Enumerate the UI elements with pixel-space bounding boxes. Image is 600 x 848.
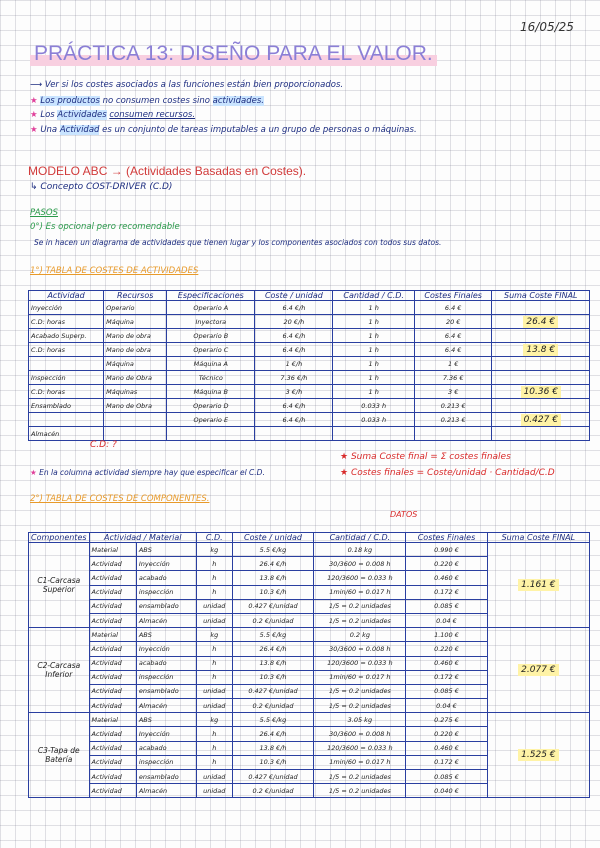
cell-cf: 0.275 €	[406, 713, 487, 727]
cell-esp	[167, 427, 255, 441]
activity-cost-table	[28, 290, 590, 441]
cell-cant: 0.033 h	[333, 399, 414, 413]
header-cell: Cantidad / C.D.	[333, 291, 414, 301]
cell-cd: h	[197, 670, 233, 684]
cell-cant: 1/5 = 0.2 unidades	[314, 613, 406, 627]
cell-t: Actividad	[89, 599, 136, 613]
cell-d: ABS	[136, 628, 196, 642]
cell-cant: 1min/60 = 0.017 h	[314, 670, 406, 684]
cell-cf: 0.172 €	[406, 670, 487, 684]
cell-cf: 0.04 €	[406, 699, 487, 713]
cell-cant: 1min/60 = 0.017 h	[314, 585, 406, 599]
cell-esp: Operario B	[167, 329, 255, 343]
cell-cant: 1 h	[333, 343, 414, 357]
cell-cu: 3 €/h	[255, 385, 333, 399]
cell-cu: 6.4 €/h	[255, 301, 333, 315]
cell-cd: h	[197, 557, 233, 571]
cell-sum	[492, 343, 590, 357]
datos-label: DATOS	[390, 510, 418, 519]
star-icon: ★	[340, 452, 351, 462]
cell-cant: 0.18 kg	[314, 543, 406, 557]
cell-rec: Máquina	[104, 357, 167, 371]
cell-cant: 3.05 kg	[314, 713, 406, 727]
abc-heading-text: MODELO ABC	[28, 164, 108, 178]
cell-cant: 1 h	[333, 315, 414, 329]
cell-t: Actividad	[89, 741, 136, 755]
hook-arrow-icon: ↳	[30, 182, 41, 192]
cell-cf: 0.220 €	[406, 727, 487, 741]
table1-heading: 1°) TABLA DE COSTES DE ACTIVIDADES	[30, 266, 199, 276]
cell-act: Almacén	[29, 427, 104, 441]
cell-d: ensamblado	[136, 770, 196, 784]
table-row	[29, 413, 590, 427]
cell-d: ensamblado	[136, 599, 196, 613]
cell-cu: 5.5 €/kg	[232, 543, 314, 557]
sum-value: 26.4 €	[523, 316, 558, 328]
sum-value: 1.525 €	[518, 749, 558, 761]
cell-cd: unidad	[197, 684, 233, 698]
cell-cu: 13.8 €/h	[232, 741, 314, 755]
cell-cf: 0.460 €	[406, 571, 487, 585]
table-row	[29, 399, 590, 413]
intro-3c: consumen recursos.	[109, 110, 196, 120]
cell-cf	[414, 427, 492, 441]
concept-line	[30, 182, 172, 192]
cell-sum	[492, 357, 590, 371]
intro-line-3	[30, 110, 195, 120]
cell-cu: 0.427 €/unidad	[232, 770, 314, 784]
cell-d: acabado	[136, 656, 196, 670]
cell-act: C.D: horas	[29, 343, 104, 357]
concept-text: Concepto COST-DRIVER (C.D)	[40, 182, 173, 192]
cell-act: Inyección	[29, 301, 104, 315]
cell-cant: 30/3600 = 0.008 h	[314, 557, 406, 571]
table-row	[29, 427, 590, 441]
cell-t: Actividad	[89, 670, 136, 684]
cell-sum	[492, 315, 590, 329]
cell-esp: Operario C	[167, 343, 255, 357]
date: 16/05/25	[520, 20, 574, 34]
header-cell: Actividad	[29, 291, 104, 301]
cell-cant: 1 h	[333, 385, 414, 399]
cell-cu: 26.4 €/h	[232, 727, 314, 741]
cell-esp: Operario A	[167, 301, 255, 315]
header-cell: Recursos	[104, 291, 167, 301]
cell-cf: 0.040 €	[406, 784, 487, 798]
cell-rec	[104, 413, 167, 427]
arrow-icon: →	[110, 164, 123, 178]
cell-cf: 7.36 €	[414, 371, 492, 385]
cell-act: C.D: horas	[29, 385, 104, 399]
cell-cant: 1/5 = 0.2 unidades	[314, 599, 406, 613]
cell-cd: h	[197, 585, 233, 599]
component-name: C3-Tapa de Batería	[29, 713, 90, 798]
intro-2b: no consumen costes sino	[102, 96, 210, 106]
star-icon: ★	[30, 96, 41, 106]
cell-cf: 20 €	[414, 315, 492, 329]
group-sum-cell	[487, 543, 589, 628]
cell-act: Ensamblado	[29, 399, 104, 413]
cell-cu: 0.2 €/unidad	[232, 784, 314, 798]
cell-cu: 0.2 €/unidad	[232, 699, 314, 713]
cell-t: Actividad	[89, 613, 136, 627]
cell-cf: 0.085 €	[406, 599, 487, 613]
cell-cu: 13.8 €/h	[232, 656, 314, 670]
step-0: 0°) Es opcional pero recomendable	[30, 222, 180, 232]
cell-cant: 1/5 = 0.2 unidades	[314, 770, 406, 784]
cell-cd: unidad	[197, 599, 233, 613]
cell-cf: 6.4 €	[414, 329, 492, 343]
cell-cd: unidad	[197, 699, 233, 713]
cell-d: ABS	[136, 713, 196, 727]
table-row	[29, 628, 590, 642]
cell-sum	[492, 427, 590, 441]
header-cell: Suma Coste FINAL	[492, 291, 590, 301]
cell-cant: 0.2 kg	[314, 628, 406, 642]
cell-cd: h	[197, 642, 233, 656]
star-icon: ★	[30, 110, 41, 120]
group-sum-cell	[487, 713, 589, 798]
cell-cu: 0.427 €/unidad	[232, 684, 314, 698]
cell-cd: h	[197, 755, 233, 769]
intro-2c: actividades.	[212, 96, 264, 106]
cell-sum	[492, 385, 590, 399]
cell-act: C.D: horas	[29, 315, 104, 329]
cell-d: Almacén	[136, 699, 196, 713]
table-row	[29, 357, 590, 371]
step-0-desc: Se in hacen un diagrama de actividades que tienen lugar y los componentes asociados con todos sus datos.	[34, 238, 442, 247]
cell-rec: Mano de Obra	[104, 371, 167, 385]
header-cell: Coste / unidad	[232, 533, 314, 543]
cell-esp: Inyectora	[167, 315, 255, 329]
cell-cant: 120/3600 = 0.033 h	[314, 656, 406, 670]
cell-cu: 13.8 €/h	[232, 571, 314, 585]
intro-4a: Una	[40, 125, 58, 135]
table-row	[29, 343, 590, 357]
cell-d: Almacén	[136, 784, 196, 798]
cell-t: Actividad	[89, 642, 136, 656]
header-cell: Componentes	[29, 533, 90, 543]
intro-text-1: Ver si los costes asociados a las funciones están bien proporcionados.	[44, 80, 344, 90]
table-header-row	[29, 533, 590, 543]
cell-cant: 1 h	[333, 301, 414, 315]
cell-cant: 1 h	[333, 329, 414, 343]
cell-cu: 1 €/h	[255, 357, 333, 371]
cell-esp: Máquina A	[167, 357, 255, 371]
pasos-label: PASOS	[30, 208, 58, 218]
sum-value: 13.8 €	[523, 344, 558, 356]
cell-cant: 1 h	[333, 357, 414, 371]
header-cell: Suma Coste FINAL	[487, 533, 589, 543]
header-cell: Actividad / Material	[89, 533, 196, 543]
table-row	[29, 329, 590, 343]
group-sum-cell	[487, 628, 589, 713]
cell-sum	[492, 371, 590, 385]
table-row	[29, 315, 590, 329]
cell-cant: 1min/60 = 0.017 h	[314, 755, 406, 769]
cell-cu: 5.5 €/kg	[232, 713, 314, 727]
component-cost-table	[28, 532, 590, 798]
table1-note-text: En la columna actividad siempre hay que especificar el C.D.	[39, 468, 265, 477]
cell-cu: 6.4 €/h	[255, 343, 333, 357]
cell-cf: 0.085 €	[406, 684, 487, 698]
abc-heading-paren: (Actividades Basadas en Costes).	[126, 164, 307, 178]
cell-t: Actividad	[89, 656, 136, 670]
cell-d: acabado	[136, 571, 196, 585]
cell-t: Actividad	[89, 770, 136, 784]
cell-cu: 0.427 €/unidad	[232, 599, 314, 613]
table2-heading: 2°) TABLA DE COSTES DE COMPONENTES.	[30, 494, 210, 504]
cell-cf: 0.213 €	[414, 399, 492, 413]
table-row	[29, 713, 590, 727]
cell-cd: h	[197, 727, 233, 741]
table-row	[29, 385, 590, 399]
cell-cd: h	[197, 656, 233, 670]
sum-value: 1.161 €	[518, 579, 558, 591]
cell-d: Inyección	[136, 727, 196, 741]
intro-3b: Actividades	[57, 110, 107, 120]
table1-note	[30, 468, 265, 477]
arrow-icon: ⟶	[30, 80, 45, 90]
cell-cu: 10.3 €/h	[232, 755, 314, 769]
cell-cant: 1/5 = 0.2 unidades	[314, 784, 406, 798]
cell-rec: Mano de obra	[104, 329, 167, 343]
sum-value: 10.36 €	[521, 386, 561, 398]
cell-esp: Operario E	[167, 413, 255, 427]
header-cell: Especificaciones	[167, 291, 255, 301]
cell-cf: 0.220 €	[406, 642, 487, 656]
cell-t: Material	[89, 628, 136, 642]
cell-cf: 0.172 €	[406, 755, 487, 769]
cell-cf: 3 €	[414, 385, 492, 399]
formula-2-text: Costes finales = Coste/unidad · Cantidad/C.D	[350, 468, 555, 478]
intro-4c: es un conjunto de tareas imputables a un grupo de personas o máquinas.	[102, 125, 417, 135]
cell-cd: h	[197, 571, 233, 585]
cell-cd: unidad	[197, 613, 233, 627]
cell-t: Material	[89, 543, 136, 557]
cell-t: Actividad	[89, 684, 136, 698]
cell-d: Inyección	[136, 642, 196, 656]
page-title: PRÁCTICA 13: DISEÑO PARA EL VALOR.	[30, 42, 437, 66]
cell-sum	[492, 413, 590, 427]
cell-rec: Máquina	[104, 315, 167, 329]
header-cell: Costes Finales	[414, 291, 492, 301]
cell-act: Inspección	[29, 371, 104, 385]
cell-cant: 30/3600 = 0.008 h	[314, 727, 406, 741]
cell-cant: 1/5 = 0.2 unidades	[314, 699, 406, 713]
formula-1-text: Suma Coste final = Σ costes finales	[350, 452, 511, 462]
cell-sum	[492, 399, 590, 413]
sum-value: 2.077 €	[518, 664, 558, 676]
cell-esp: Técnico	[167, 371, 255, 385]
cell-cu: 5.5 €/kg	[232, 628, 314, 642]
cell-d: acabado	[136, 741, 196, 755]
cell-cu: 6.4 €/h	[255, 329, 333, 343]
cell-cf: 6.4 €	[414, 301, 492, 315]
header-cell: Coste / unidad	[255, 291, 333, 301]
cell-t: Actividad	[89, 585, 136, 599]
cell-act	[29, 357, 104, 371]
cell-rec: Máquinas	[104, 385, 167, 399]
cell-cf: 0.460 €	[406, 656, 487, 670]
cell-d: ensamblado	[136, 684, 196, 698]
cell-esp: Máquina B	[167, 385, 255, 399]
cell-cu: 0.2 €/unidad	[232, 613, 314, 627]
cell-cu: 26.4 €/h	[232, 642, 314, 656]
cell-cd: kg	[197, 628, 233, 642]
cell-sum	[492, 329, 590, 343]
cell-cu: 10.3 €/h	[232, 585, 314, 599]
cell-cu	[255, 427, 333, 441]
cell-cf: 0.172 €	[406, 585, 487, 599]
cell-rec: Mano de obra	[104, 343, 167, 357]
cell-cf: 1.100 €	[406, 628, 487, 642]
cell-cu: 6.4 €/h	[255, 413, 333, 427]
header-cell: Cantidad / C.D.	[314, 533, 406, 543]
cell-cant: 1 h	[333, 371, 414, 385]
cell-esp: Operario D	[167, 399, 255, 413]
cell-cd: h	[197, 741, 233, 755]
table-row	[29, 301, 590, 315]
star-icon: ★	[340, 468, 351, 478]
cell-cf: 0.04 €	[406, 613, 487, 627]
formula-1	[340, 452, 511, 462]
cell-cf: 6.4 €	[414, 343, 492, 357]
cell-cu: 26.4 €/h	[232, 557, 314, 571]
cell-cant: 120/3600 = 0.033 h	[314, 571, 406, 585]
cell-d: inspección	[136, 670, 196, 684]
cell-cd: kg	[197, 543, 233, 557]
cell-d: Inyección	[136, 557, 196, 571]
cell-t: Actividad	[89, 571, 136, 585]
cell-t: Material	[89, 713, 136, 727]
cell-cf: 0.460 €	[406, 741, 487, 755]
cell-cu: 20 €/h	[255, 315, 333, 329]
cell-cd: kg	[197, 713, 233, 727]
cell-cf: 1 €	[414, 357, 492, 371]
cell-cant: 30/3600 = 0.008 h	[314, 642, 406, 656]
table-header-row	[29, 291, 590, 301]
cell-sum	[492, 301, 590, 315]
cell-cd: unidad	[197, 784, 233, 798]
intro-line-2	[30, 96, 264, 106]
table-row	[29, 543, 590, 557]
cell-t: Actividad	[89, 699, 136, 713]
table-row	[29, 371, 590, 385]
intro-3a: Los	[40, 110, 55, 120]
cell-cf: 0.990 €	[406, 543, 487, 557]
header-cell: C.D.	[197, 533, 233, 543]
cd-label: C.D: ?	[90, 440, 117, 450]
cell-d: inspección	[136, 585, 196, 599]
cell-cf: 0.085 €	[406, 770, 487, 784]
formula-2	[340, 468, 555, 478]
cell-rec: Operario	[104, 301, 167, 315]
cell-cf: 0.220 €	[406, 557, 487, 571]
cell-rec	[104, 427, 167, 441]
component-name: C1-Carcasa Superior	[29, 543, 90, 628]
component-name: C2-Carcasa Inferior	[29, 628, 90, 713]
cell-t: Actividad	[89, 727, 136, 741]
cell-cu: 10.3 €/h	[232, 670, 314, 684]
cell-t: Actividad	[89, 755, 136, 769]
header-cell: Costes Finales	[406, 533, 487, 543]
cell-t: Actividad	[89, 557, 136, 571]
cell-cant: 0.033 h	[333, 413, 414, 427]
star-icon: ★	[30, 125, 41, 135]
cell-d: Almacén	[136, 613, 196, 627]
cell-cant: 120/3600 = 0.033 h	[314, 741, 406, 755]
intro-line-4	[30, 125, 417, 135]
cell-cu: 7.36 €/h	[255, 371, 333, 385]
cell-act	[29, 413, 104, 427]
intro-2a: Los productos	[40, 96, 100, 106]
cell-t: Actividad	[89, 784, 136, 798]
cell-cant: 1/5 = 0.2 unidades	[314, 684, 406, 698]
cell-cu: 6.4 €/h	[255, 399, 333, 413]
cell-rec: Mano de Obra	[104, 399, 167, 413]
cell-cf: 0.213 €	[414, 413, 492, 427]
star-icon: ★	[30, 468, 40, 477]
abc-heading	[28, 164, 306, 178]
intro-4b: Actividad	[59, 125, 100, 135]
cell-act: Acabado Superp.	[29, 329, 104, 343]
cell-d: inspección	[136, 755, 196, 769]
cell-cant	[333, 427, 414, 441]
cell-cd: unidad	[197, 770, 233, 784]
sum-value: 0.427 €	[521, 414, 561, 426]
cell-d: ABS	[136, 543, 196, 557]
intro-line-1	[30, 80, 343, 90]
